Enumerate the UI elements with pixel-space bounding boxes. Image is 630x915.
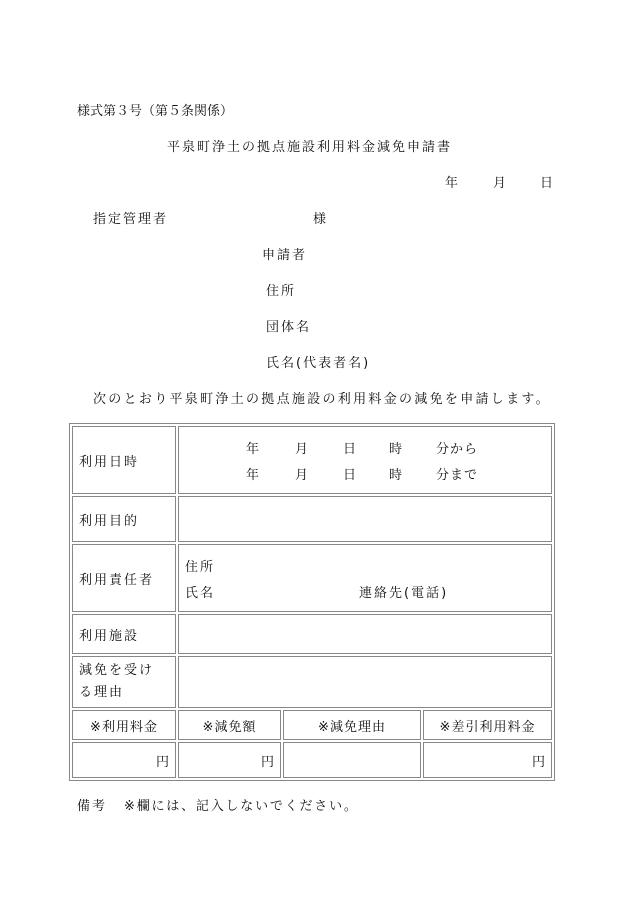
responsible-label: 利用責任者 [72, 544, 176, 612]
from-hour: 時 [389, 441, 403, 457]
form-number: 様式第３号（第５条関係） [77, 104, 234, 119]
remarks-label: 備考 [77, 799, 108, 814]
from-year: 年 [246, 441, 260, 457]
row-responsible [72, 544, 552, 612]
datetime-from-line [179, 434, 551, 460]
date-month-label: 月 [493, 176, 507, 191]
applicant-name-label: 氏名(代表者名) [266, 356, 371, 371]
application-statement: 次のとおり平泉町浄土の拠点施設の利用料金の減免を申請します。 [93, 392, 551, 407]
row-usage-datetime [72, 426, 552, 494]
fee-reduction-field[interactable]: 円 [178, 742, 281, 778]
fee-header-reduction: ※減免額 [178, 710, 281, 740]
fee-header-net: ※差引利用料金 [423, 710, 552, 740]
applicant-group-label: 団体名 [266, 320, 312, 335]
to-month: 月 [295, 467, 309, 483]
to-hour: 時 [389, 467, 403, 483]
row-facility [72, 614, 552, 654]
responsible-name-label: 氏名 [185, 585, 216, 601]
fee-reason-field[interactable] [283, 742, 421, 778]
to-minute: 分まで [436, 467, 479, 483]
row-fee-values [72, 742, 552, 778]
addressee-honorific: 様 [313, 212, 327, 227]
fee-net-field[interactable]: 円 [423, 742, 552, 778]
purpose-field[interactable] [178, 496, 552, 542]
row-reason [72, 656, 552, 708]
applicant-heading: 申請者 [262, 248, 308, 263]
from-minute: 分から [436, 441, 479, 457]
row-purpose [72, 496, 552, 542]
fee-usage-field[interactable]: 円 [72, 742, 176, 778]
fee-header-usage: ※利用料金 [72, 710, 176, 740]
reason-label [72, 656, 176, 708]
row-fee-headers [72, 710, 552, 740]
datetime-to-line [179, 460, 551, 486]
usage-datetime-label: 利用日時 [72, 426, 176, 494]
document-title: 平泉町浄土の拠点施設利用料金減免申請書 [167, 140, 453, 155]
responsible-contact-label: 連絡先(電話) [359, 585, 449, 601]
to-year: 年 [246, 467, 260, 483]
addressee-label: 指定管理者 [93, 212, 169, 227]
remarks-text: ※欄には、記入しないでください。 [124, 799, 359, 814]
reason-label-line2: る理由 [79, 685, 125, 700]
usage-datetime-cell[interactable] [178, 426, 552, 494]
responsible-address-label: 住所 [185, 559, 216, 575]
responsible-name-line [185, 578, 545, 604]
application-table [69, 423, 555, 781]
facility-field[interactable] [178, 614, 552, 654]
purpose-label: 利用目的 [72, 496, 176, 542]
reason-field[interactable] [178, 656, 552, 708]
to-day: 日 [343, 467, 357, 483]
fee-header-reason: ※減免理由 [283, 710, 421, 740]
date-year-label: 年 [445, 176, 459, 191]
applicant-address-label: 住所 [266, 284, 297, 299]
date-day-label: 日 [540, 176, 554, 191]
reason-label-line1: 減免を受け [79, 663, 155, 678]
from-day: 日 [343, 441, 357, 457]
responsible-field[interactable] [178, 544, 552, 612]
from-month: 月 [295, 441, 309, 457]
facility-label: 利用施設 [72, 614, 176, 654]
